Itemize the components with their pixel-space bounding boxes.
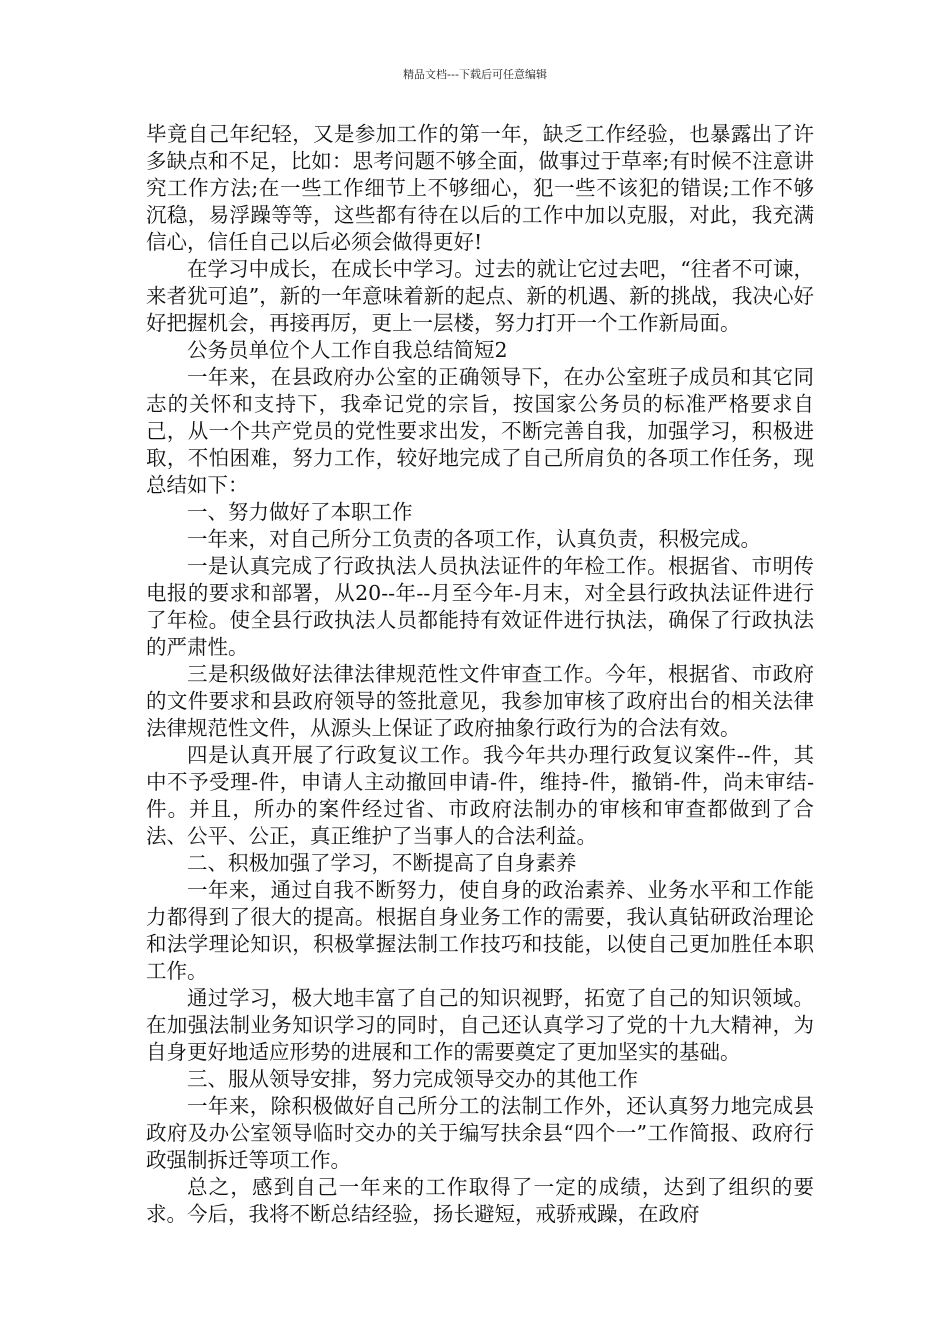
page-header: 精品文档---下载后可任意编辑 <box>403 68 547 81</box>
paragraph: 一、努力做好了本职工作 <box>187 500 413 524</box>
paragraph: 一年来，通过自我不断努力，使自身的政治素养、业务水平和工作能力都得到了很大的提高。根据自身业务工作的需要，我认真钻研政治理论和法学理论知识，积极掌握法制工作技巧和技能，以使自己更加胜任本职工作。 <box>146 878 814 983</box>
paragraph: 三、服从领导安排，努力完成领导交办的其他工作 <box>187 1067 638 1091</box>
paragraph: 通过学习，极大地丰富了自己的知识视野，拓宽了自己的知识领域。在加强法制业务知识学习的同时，自己还认真学习了党的十九大精神，为自身更好地适应形势的进展和工作的需要奠定了更加坚实的基础。 <box>146 986 814 1064</box>
paragraph: 总之，感到自己一年来的工作取得了一定的成绩，达到了组织的要求。今后，我将不断总结经验，扬长避短，戒骄戒躁，在政府 <box>146 1175 814 1226</box>
paragraph: 四是认真开展了行政复议工作。我今年共办理行政复议案件--件，其中不予受理-件，申请人主动撤回申请-件，维持-件，撤销-件，尚未审结-件。并且，所办的案件经过省、市政府法制办的审核和审查都做到了合法、公平、公正，真正维护了当事人的合法利益。 <box>146 743 814 848</box>
paragraph: 毕竟自己年纪轻，又是参加工作的第一年，缺乏工作经验，也暴露出了许多缺点和不足，比如：思考问题不够全面，做事过于草率;有时候不注意讲究工作方法;在一些工作细节上不够细心，犯一些不该犯的错误;工作不够沉稳，易浮躁等等，这些都有待在以后的工作中加以克服，对此，我充满信心，信任自己以后必须会做得更好! <box>146 122 814 254</box>
paragraph: 在学习中成长，在成长中学习。过去的就让它过去吧，“往者不可谏，来者犹可追”，新的一年意味着新的起点、新的机遇、新的挑战，我决心好好把握机会，再接再厉，更上一层楼，努力打开一个工作新局面。 <box>146 257 814 335</box>
paragraph: 二、积极加强了学习，不断提高了自身素养 <box>187 851 577 875</box>
paragraph: 一年来，对自己所分工负责的各项工作，认真负责，积极完成。 <box>187 527 761 551</box>
paragraph: 一是认真完成了行政执法人员执法证件的年检工作。根据省、市明传电报的要求和部署，从20--年--月至今年-月末，对全县行政执法证件进行了年检。使全县行政执法人员都能持有效证件进行执法，确保了行政执法的严肃性。 <box>146 554 814 659</box>
paragraph: 公务员单位个人工作自我总结简短2 <box>187 338 508 362</box>
document-body <box>146 121 814 1228</box>
paragraph: 三是积级做好法律法律规范性文件审查工作。今年，根据省、市政府的文件要求和县政府领导的签批意见，我参加审核了政府出台的相关法律法律规范性文件，从源头上保证了政府抽象行政行为的合法有效。 <box>146 662 814 740</box>
paragraph: 一年来，除积极做好自己所分工的法制工作外，还认真努力地完成县政府及办公室领导临时交办的关于编写扶余县“四个一”工作简报、政府行政强制拆迁等项工作。 <box>146 1094 814 1172</box>
paragraph: 一年来，在县政府办公室的正确领导下，在办公室班子成员和其它同志的关怀和支持下，我牵记党的宗旨，按国家公务员的标准严格要求自己，从一个共产党员的党性要求出发，不断完善自我，加强学习，积极进取，不怕困难，努力工作，较好地完成了自己所肩负的各项工作任务，现总结如下： <box>146 365 814 497</box>
